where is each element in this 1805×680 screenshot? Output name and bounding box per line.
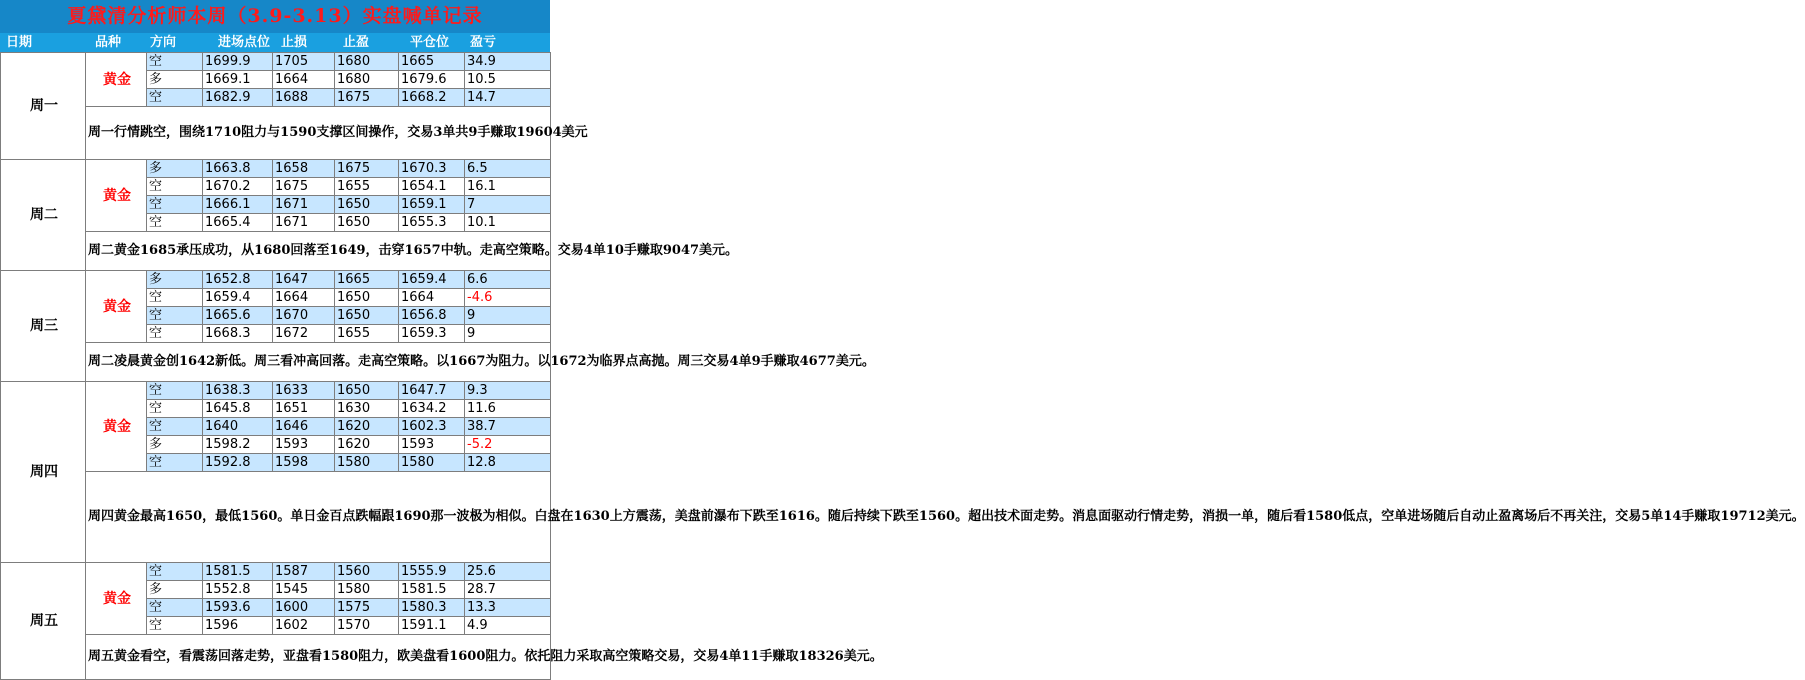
- direction-cell: 多: [147, 581, 203, 599]
- close-cell: 1602.3: [399, 418, 465, 436]
- takeprofit-cell: 1560: [335, 563, 399, 581]
- close-cell: 1656.8: [399, 307, 465, 325]
- pnl-cell: 10.5: [465, 71, 551, 89]
- pnl-cell: 9: [465, 307, 551, 325]
- product-cell: 黄金: [86, 382, 147, 472]
- stoploss-cell: 1647: [273, 271, 335, 289]
- pnl-cell: 11.6: [465, 400, 551, 418]
- close-cell: 1664: [399, 289, 465, 307]
- header-takeprofit: 止盈: [343, 35, 370, 50]
- header-pnl: 盈亏: [470, 35, 497, 50]
- takeprofit-cell: 1655: [335, 178, 399, 196]
- direction-cell: 空: [147, 178, 203, 196]
- pnl-cell: -5.2: [465, 436, 551, 454]
- pnl-cell: 4.9: [465, 617, 551, 635]
- takeprofit-cell: 1570: [335, 617, 399, 635]
- close-cell: 1659.4: [399, 271, 465, 289]
- takeprofit-cell: 1620: [335, 418, 399, 436]
- entry-cell: 1652.8: [203, 271, 273, 289]
- pnl-cell: 9.3: [465, 382, 551, 400]
- pnl-cell: 9: [465, 325, 551, 343]
- header-stoploss: 止损: [281, 35, 308, 50]
- header-product: 品种: [95, 35, 122, 50]
- close-cell: 1634.2: [399, 400, 465, 418]
- pnl-cell: 7: [465, 196, 551, 214]
- takeprofit-cell: 1650: [335, 196, 399, 214]
- direction-cell: 空: [147, 382, 203, 400]
- stoploss-cell: 1672: [273, 325, 335, 343]
- entry-cell: 1596: [203, 617, 273, 635]
- direction-cell: 多: [147, 71, 203, 89]
- header-date: 日期: [6, 35, 33, 50]
- table-row: [1, 53, 551, 71]
- day-summary-wednesday: 周二凌晨黄金创1642新低。周三看冲高回落。走高空策略。以1667为阻力。以1672为临界点高抛。周三交易4单9手赚取4677美元。: [86, 343, 551, 382]
- direction-cell: 多: [147, 271, 203, 289]
- entry-cell: 1592.8: [203, 454, 273, 472]
- direction-cell: 空: [147, 400, 203, 418]
- header-close: 平仓位: [410, 35, 450, 50]
- stoploss-cell: 1671: [273, 214, 335, 232]
- stoploss-cell: 1646: [273, 418, 335, 436]
- entry-cell: 1665.6: [203, 307, 273, 325]
- takeprofit-cell: 1650: [335, 289, 399, 307]
- entry-cell: 1640: [203, 418, 273, 436]
- day-summary-friday: 周五黄金看空，看震荡回落走势，亚盘看1580阻力，欧美盘看1600阻力。依托阻力采取高空策略交易，交易4单11手赚取18326美元。: [86, 635, 551, 680]
- close-cell: 1679.6: [399, 71, 465, 89]
- takeprofit-cell: 1650: [335, 382, 399, 400]
- day-label-wednesday: 周三: [1, 271, 86, 382]
- stoploss-cell: 1675: [273, 178, 335, 196]
- day-label-thursday: 周四: [1, 382, 86, 563]
- pnl-cell: 28.7: [465, 581, 551, 599]
- direction-cell: 空: [147, 196, 203, 214]
- header-direction: 方向: [150, 35, 177, 50]
- close-cell: 1659.1: [399, 196, 465, 214]
- close-cell: 1581.5: [399, 581, 465, 599]
- takeprofit-cell: 1650: [335, 214, 399, 232]
- takeprofit-cell: 1580: [335, 454, 399, 472]
- close-cell: 1593: [399, 436, 465, 454]
- entry-cell: 1669.1: [203, 71, 273, 89]
- takeprofit-cell: 1650: [335, 307, 399, 325]
- product-cell: 黄金: [86, 271, 147, 343]
- pnl-cell: 38.7: [465, 418, 551, 436]
- stoploss-cell: 1545: [273, 581, 335, 599]
- takeprofit-cell: 1665: [335, 271, 399, 289]
- close-cell: 1654.1: [399, 178, 465, 196]
- takeprofit-cell: 1675: [335, 89, 399, 107]
- close-cell: 1555.9: [399, 563, 465, 581]
- direction-cell: 空: [147, 617, 203, 635]
- stoploss-cell: 1688: [273, 89, 335, 107]
- takeprofit-cell: 1680: [335, 71, 399, 89]
- direction-cell: 空: [147, 325, 203, 343]
- pnl-cell: 6.5: [465, 160, 551, 178]
- stoploss-cell: 1670: [273, 307, 335, 325]
- pnl-cell: 14.7: [465, 89, 551, 107]
- table-row: [1, 382, 551, 400]
- close-cell: 1665: [399, 53, 465, 71]
- close-cell: 1580: [399, 454, 465, 472]
- direction-cell: 空: [147, 53, 203, 71]
- direction-cell: 空: [147, 214, 203, 232]
- stoploss-cell: 1633: [273, 382, 335, 400]
- product-cell: 黄金: [86, 160, 147, 232]
- stoploss-cell: 1651: [273, 400, 335, 418]
- day-label-tuesday: 周二: [1, 160, 86, 271]
- pnl-cell: 12.8: [465, 454, 551, 472]
- day-summary-tuesday: 周二黄金1685承压成功，从1680回落至1649，击穿1657中轨。走高空策略。交易4单10手赚取9047美元。: [86, 232, 551, 271]
- pnl-cell: 25.6: [465, 563, 551, 581]
- day-summary-monday: 周一行情跳空，围绕1710阻力与1590支撑区间操作，交易3单共9手赚取19604美元: [86, 107, 551, 160]
- day-label-friday: 周五: [1, 563, 86, 680]
- header-entry: 进场点位: [218, 35, 271, 50]
- direction-cell: 空: [147, 563, 203, 581]
- close-cell: 1647.7: [399, 382, 465, 400]
- day-label-monday: 周一: [1, 53, 86, 160]
- close-cell: 1670.3: [399, 160, 465, 178]
- pnl-cell: -4.6: [465, 289, 551, 307]
- entry-cell: 1699.9: [203, 53, 273, 71]
- close-cell: 1668.2: [399, 89, 465, 107]
- stoploss-cell: 1658: [273, 160, 335, 178]
- direction-cell: 多: [147, 436, 203, 454]
- sheet-title: 夏黛清分析师本周（3.9-3.13）实盘喊单记录: [0, 0, 550, 33]
- takeprofit-cell: 1655: [335, 325, 399, 343]
- direction-cell: 空: [147, 89, 203, 107]
- entry-cell: 1645.8: [203, 400, 273, 418]
- entry-cell: 1665.4: [203, 214, 273, 232]
- table-row: [1, 271, 551, 289]
- stoploss-cell: 1587: [273, 563, 335, 581]
- takeprofit-cell: 1680: [335, 53, 399, 71]
- takeprofit-cell: 1580: [335, 581, 399, 599]
- takeprofit-cell: 1575: [335, 599, 399, 617]
- pnl-cell: 34.9: [465, 53, 551, 71]
- stoploss-cell: 1600: [273, 599, 335, 617]
- close-cell: 1580.3: [399, 599, 465, 617]
- entry-cell: 1659.4: [203, 289, 273, 307]
- direction-cell: 多: [147, 160, 203, 178]
- direction-cell: 空: [147, 418, 203, 436]
- table-row: [1, 563, 551, 581]
- close-cell: 1591.1: [399, 617, 465, 635]
- pnl-cell: 10.1: [465, 214, 551, 232]
- product-cell: 黄金: [86, 563, 147, 635]
- stoploss-cell: 1664: [273, 71, 335, 89]
- stoploss-cell: 1593: [273, 436, 335, 454]
- stoploss-cell: 1602: [273, 617, 335, 635]
- product-cell: 黄金: [86, 53, 147, 107]
- pnl-cell: 6.6: [465, 271, 551, 289]
- stoploss-cell: 1705: [273, 53, 335, 71]
- entry-cell: 1598.2: [203, 436, 273, 454]
- stoploss-cell: 1598: [273, 454, 335, 472]
- close-cell: 1655.3: [399, 214, 465, 232]
- entry-cell: 1581.5: [203, 563, 273, 581]
- entry-cell: 1663.8: [203, 160, 273, 178]
- takeprofit-cell: 1620: [335, 436, 399, 454]
- pnl-cell: 16.1: [465, 178, 551, 196]
- day-summary-thursday: 周四黄金最高1650，最低1560。单日金百点跌幅跟1690那一波极为相似。白盘在1630上方震荡，美盘前瀑布下跌至1616。随后持续下跌至1560。超出技术面走势。消息面驱动行情走势，消损一单，随后看1580低点，空单进场随后自动止盈离场后不再关注，交易5单14手赚取19712美元。: [86, 472, 551, 563]
- close-cell: 1659.3: [399, 325, 465, 343]
- entry-cell: 1670.2: [203, 178, 273, 196]
- pnl-cell: 13.3: [465, 599, 551, 617]
- direction-cell: 空: [147, 454, 203, 472]
- stoploss-cell: 1664: [273, 289, 335, 307]
- stoploss-cell: 1671: [273, 196, 335, 214]
- entry-cell: 1666.1: [203, 196, 273, 214]
- direction-cell: 空: [147, 289, 203, 307]
- entry-cell: 1552.8: [203, 581, 273, 599]
- trade-table: [0, 52, 1805, 680]
- entry-cell: 1593.6: [203, 599, 273, 617]
- entry-cell: 1638.3: [203, 382, 273, 400]
- entry-cell: 1668.3: [203, 325, 273, 343]
- entry-cell: 1682.9: [203, 89, 273, 107]
- direction-cell: 空: [147, 599, 203, 617]
- direction-cell: 空: [147, 307, 203, 325]
- takeprofit-cell: 1675: [335, 160, 399, 178]
- column-header-row: [0, 33, 550, 53]
- table-row: [1, 160, 551, 178]
- takeprofit-cell: 1630: [335, 400, 399, 418]
